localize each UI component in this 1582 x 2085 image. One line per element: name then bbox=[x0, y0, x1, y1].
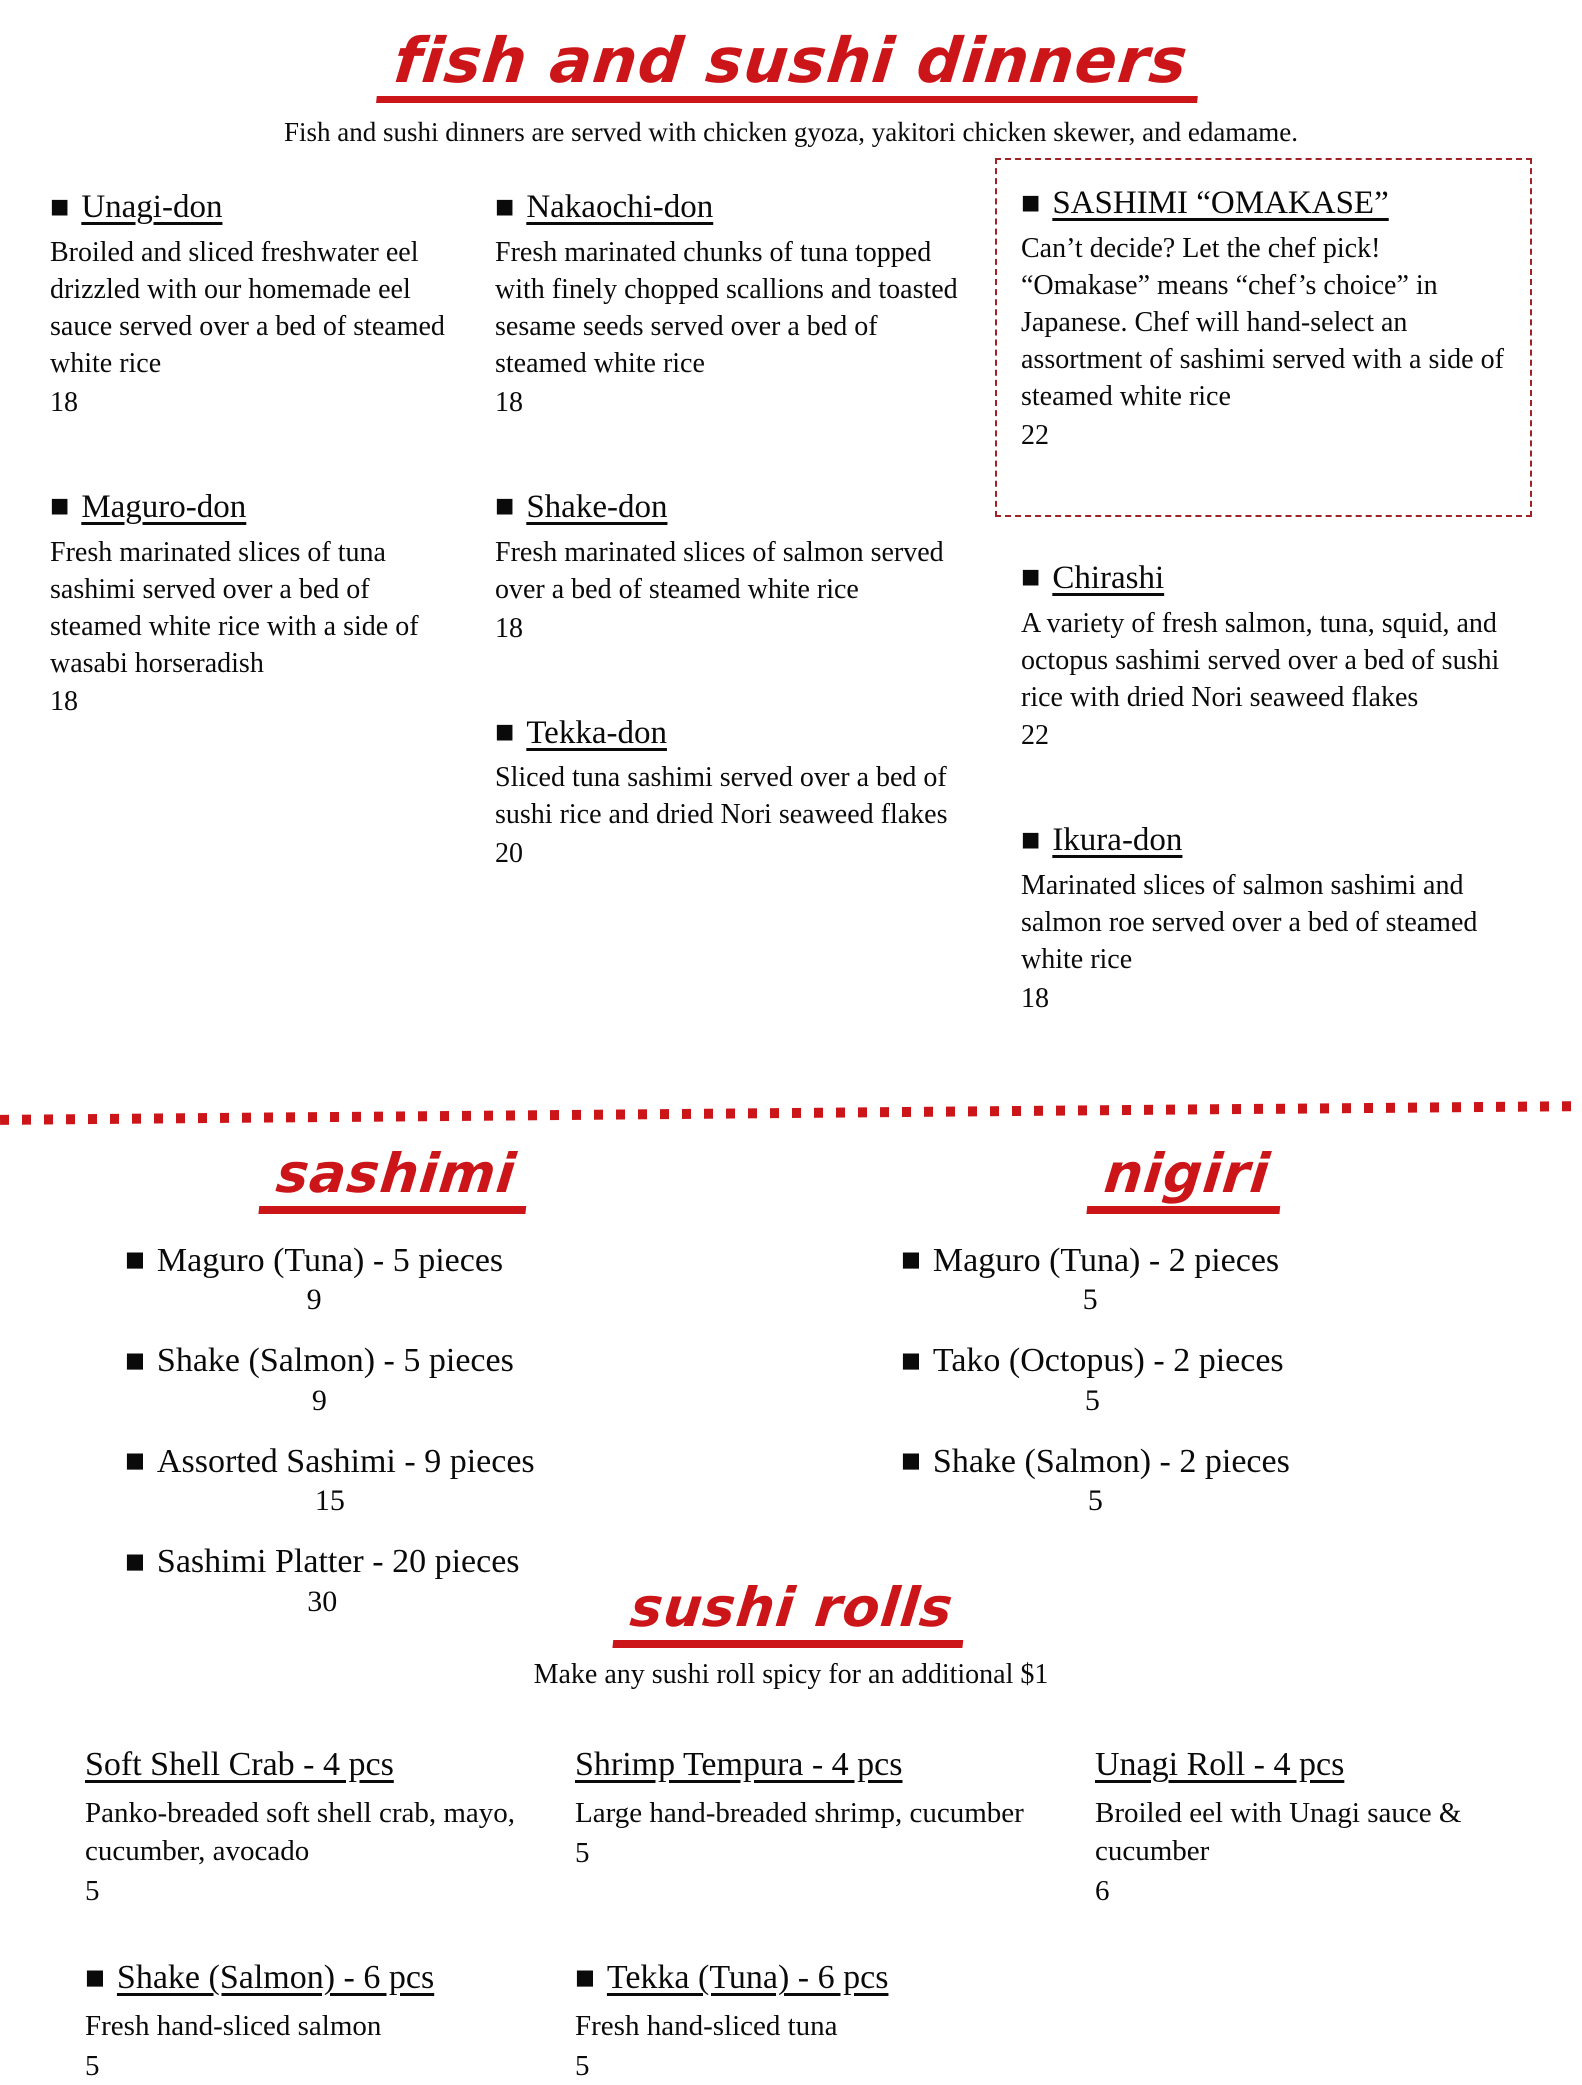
item-price: 9 bbox=[306, 1283, 322, 1317]
omakase-highlight-box bbox=[995, 158, 1532, 517]
item-name: Tekka (Tuna) - 6 pcs bbox=[606, 1959, 889, 1997]
item-desc: Can’t decide? Let the chef pick! “Omakase” means “chef’s choice” in Japanese. Chef will hand-select an assortment of sashimi served with a side of steamed white rice bbox=[1021, 232, 1504, 412]
item-title bbox=[495, 186, 970, 229]
item-price: 9 bbox=[311, 1383, 327, 1417]
sashimi-header bbox=[0, 1142, 791, 1214]
sashimi-list bbox=[0, 1240, 791, 1620]
item-name: Nakaochi-don bbox=[526, 189, 714, 226]
item-title bbox=[50, 486, 450, 529]
item-title bbox=[85, 1743, 545, 1787]
item-desc: Fresh marinated slices of tuna sashimi served over a bed of steamed white rice with a side of wasabi horseradish bbox=[50, 536, 419, 679]
item-price: 22 bbox=[1021, 419, 1049, 451]
item-desc: Broiled and sliced freshwater eel drizzled with our homemade eel sauce served over a bed of steamed white rice bbox=[50, 236, 445, 379]
item-name: ■ Maguro (Tuna) - 2 pieces bbox=[901, 1240, 1279, 1283]
item-desc: Large hand-breaded shrimp, cucumber bbox=[575, 1796, 1024, 1829]
square-bullet-icon bbox=[85, 1959, 117, 1996]
square-bullet-icon bbox=[901, 1443, 933, 1480]
sashimi-item bbox=[125, 1340, 514, 1419]
item-name: ■ Maguro (Tuna) - 5 pieces bbox=[125, 1240, 503, 1283]
item-price: 5 bbox=[575, 2049, 590, 2082]
sushi-rolls-row-1 bbox=[0, 1743, 1582, 1910]
item-price: 5 bbox=[1087, 1484, 1103, 1518]
item-name: ■ Shake (Salmon) - 5 pieces bbox=[125, 1340, 514, 1383]
item-title bbox=[1021, 819, 1532, 862]
square-bullet-icon bbox=[1021, 560, 1052, 596]
section-dinners bbox=[0, 154, 1582, 1082]
nigiri-item bbox=[901, 1441, 1290, 1520]
item-desc: Sliced tuna sashimi served over a bed of sushi rice and dried Nori seaweed flakes bbox=[495, 762, 948, 831]
nigiri-header bbox=[791, 1142, 1582, 1214]
item-name: ■ Tako (Octopus) - 2 pieces bbox=[901, 1340, 1284, 1383]
item-price: 22 bbox=[1021, 720, 1049, 752]
dinners-column-1 bbox=[50, 154, 450, 785]
item-title bbox=[50, 186, 450, 229]
item-price: 5 bbox=[1084, 1383, 1100, 1417]
item-name: Shrimp Tempura - 4 pcs bbox=[575, 1746, 903, 1784]
menu-item-sashimi-omakase bbox=[1021, 182, 1506, 455]
item-title bbox=[495, 712, 970, 755]
item-name: SASHIMI “OMAKASE” bbox=[1052, 185, 1389, 222]
nigiri-item bbox=[901, 1240, 1279, 1319]
square-bullet-icon bbox=[901, 1342, 933, 1379]
sushi-rolls-title: sushi rolls bbox=[612, 1580, 969, 1648]
nigiri-column bbox=[791, 1142, 1582, 1642]
sushi-rolls-row-2 bbox=[0, 1956, 1582, 2085]
menu-item-shake-don bbox=[495, 486, 970, 648]
section-sashimi-nigiri bbox=[0, 1142, 1582, 1642]
item-title bbox=[85, 1956, 545, 2000]
sushi-rolls-header bbox=[0, 1575, 1582, 1648]
menu-item-chirashi bbox=[995, 557, 1532, 756]
item-title bbox=[1021, 557, 1532, 600]
sashimi-column bbox=[0, 1142, 791, 1642]
item-price: 18 bbox=[495, 612, 523, 644]
item-price: 5 bbox=[85, 2049, 100, 2082]
nigiri-item bbox=[901, 1340, 1284, 1419]
sashimi-title: sashimi bbox=[258, 1146, 533, 1214]
item-name: Shake (Salmon) - 6 pcs bbox=[116, 1959, 435, 1997]
item-desc: Fresh marinated chunks of tuna topped with finely chopped scallions and toasted sesame seeds served over a bed of steamed white rice bbox=[495, 236, 958, 379]
square-bullet-icon bbox=[50, 489, 81, 525]
sashimi-item bbox=[125, 1240, 503, 1319]
square-bullet-icon bbox=[125, 1342, 157, 1379]
page-title: fish and sushi dinners bbox=[376, 28, 1205, 103]
dotted-divider bbox=[0, 1101, 1582, 1125]
item-name: Tekka-don bbox=[526, 714, 667, 751]
item-desc: Fresh marinated slices of salmon served over a bed of steamed white rice bbox=[495, 536, 944, 605]
dinners-column-3 bbox=[995, 154, 1532, 1082]
item-desc: Broiled eel with Unagi sauce & cucumber bbox=[1095, 1796, 1462, 1867]
square-bullet-icon bbox=[50, 189, 81, 225]
item-price: 18 bbox=[1021, 983, 1049, 1015]
item-name: Chirashi bbox=[1052, 559, 1165, 596]
item-desc: Panko-breaded soft shell crab, mayo, cucumber, avocado bbox=[85, 1796, 516, 1867]
item-desc: A variety of fresh salmon, tuna, squid, and octopus sashimi served over a bed of sushi rice with dried Nori seaweed flakes bbox=[1021, 607, 1500, 713]
item-title bbox=[1095, 1743, 1512, 1787]
sushi-rolls-subtitle: Make any sushi roll spicy for an additional $1 bbox=[533, 1659, 1049, 1691]
square-bullet-icon bbox=[125, 1443, 157, 1480]
item-desc: Fresh hand-sliced salmon bbox=[85, 2009, 382, 2042]
item-price: 5 bbox=[575, 1836, 590, 1869]
item-price: 30 bbox=[307, 1584, 338, 1618]
item-title bbox=[575, 1743, 1065, 1787]
item-name: Unagi-don bbox=[81, 189, 223, 226]
square-bullet-icon bbox=[1021, 822, 1052, 858]
item-name: Soft Shell Crab - 4 pcs bbox=[85, 1746, 394, 1784]
item-price: 15 bbox=[314, 1484, 345, 1518]
menu-item-maguro-don bbox=[50, 486, 450, 722]
roll-item-soft-shell-crab bbox=[85, 1743, 575, 1910]
square-bullet-icon bbox=[125, 1543, 157, 1580]
roll-item-unagi-roll bbox=[1095, 1743, 1542, 1910]
item-title bbox=[495, 486, 970, 529]
square-bullet-icon bbox=[495, 189, 526, 225]
item-price: 6 bbox=[1095, 1875, 1110, 1908]
square-bullet-icon bbox=[495, 489, 526, 525]
item-title bbox=[575, 1956, 1065, 2000]
item-title bbox=[1021, 182, 1506, 225]
menu-item-unagi-don bbox=[50, 186, 450, 422]
item-price: 5 bbox=[1082, 1283, 1098, 1317]
menu-item-ikura-don bbox=[995, 819, 1532, 1018]
roll-item-tekka-tuna bbox=[575, 1956, 1095, 2085]
item-name: ■ Shake (Salmon) - 2 pieces bbox=[901, 1441, 1290, 1484]
item-price: 20 bbox=[495, 838, 523, 870]
square-bullet-icon bbox=[125, 1242, 157, 1279]
item-price: 18 bbox=[50, 686, 78, 718]
item-desc: Marinated slices of salmon sashimi and salmon roe served over a bed of steamed white rice bbox=[1021, 870, 1478, 976]
nigiri-list bbox=[791, 1240, 1582, 1520]
sashimi-item bbox=[125, 1441, 535, 1520]
item-name: Unagi Roll - 4 pcs bbox=[1095, 1746, 1345, 1784]
square-bullet-icon bbox=[901, 1242, 933, 1279]
page-subtitle: Fish and sushi dinners are served with chicken gyoza, yakitori chicken skewer, and edamame. bbox=[283, 117, 1299, 148]
menu-item-tekka-don bbox=[495, 712, 970, 874]
page-header bbox=[0, 0, 1582, 103]
item-price: 18 bbox=[495, 386, 523, 418]
square-bullet-icon bbox=[495, 715, 526, 751]
menu-item-nakaochi-don bbox=[495, 186, 970, 422]
item-name: Shake-don bbox=[526, 488, 668, 525]
item-name: Ikura-don bbox=[1052, 822, 1183, 859]
item-name: ■ Sashimi Platter - 20 pieces bbox=[125, 1541, 520, 1584]
square-bullet-icon bbox=[575, 1959, 607, 1996]
item-name: ■ Assorted Sashimi - 9 pieces bbox=[125, 1441, 535, 1484]
item-name: Maguro-don bbox=[81, 488, 247, 525]
item-desc: Fresh hand-sliced tuna bbox=[575, 2009, 838, 2042]
roll-item-shrimp-tempura bbox=[575, 1743, 1095, 1910]
square-bullet-icon bbox=[1021, 185, 1052, 221]
item-price: 18 bbox=[50, 386, 78, 418]
dinners-column-2 bbox=[495, 154, 970, 937]
nigiri-title: nigiri bbox=[1086, 1146, 1286, 1214]
item-price: 5 bbox=[85, 1875, 100, 1908]
roll-item-shake-salmon bbox=[85, 1956, 575, 2085]
